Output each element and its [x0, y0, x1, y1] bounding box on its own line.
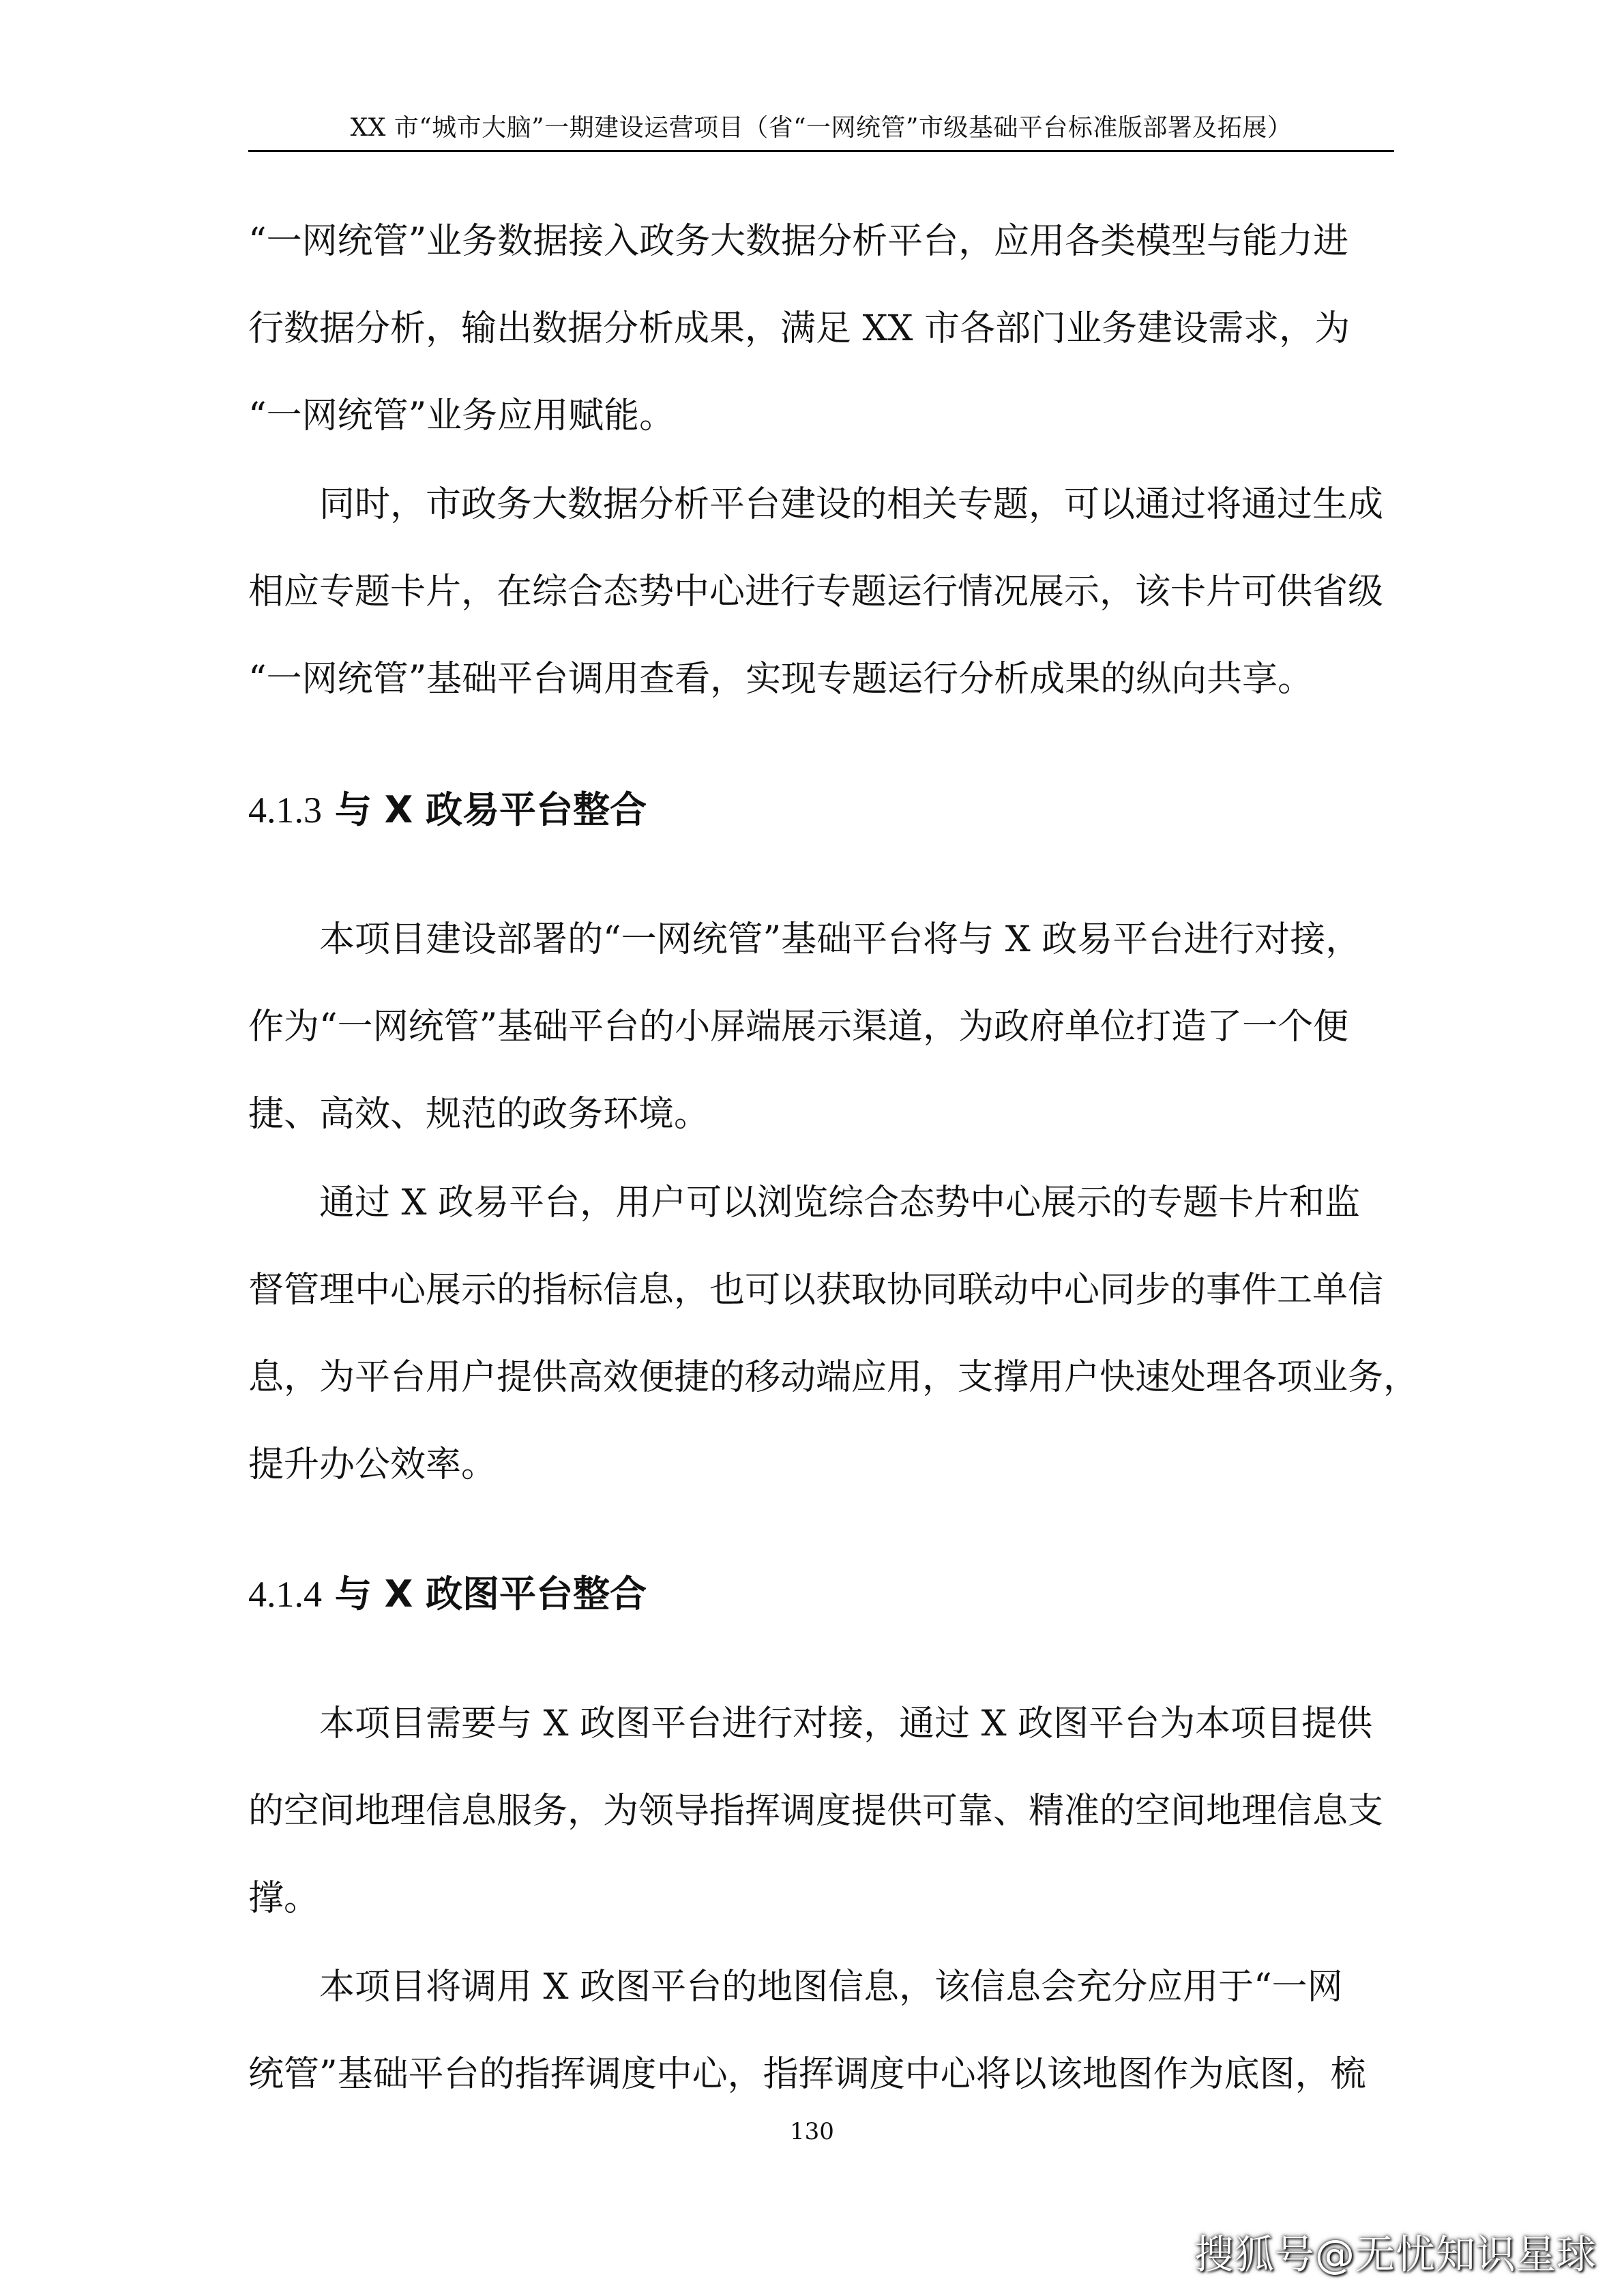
section-number: 4.1.4 [248, 1574, 322, 1615]
section-title: 与 X 政图平台整合 [334, 1572, 647, 1615]
watermark: 搜狐号@无忧知识星球 [1194, 2231, 1597, 2278]
text-line: “一网统管”业务应用赋能。 [248, 396, 675, 436]
text-line: 本项目建设部署的“一网统管”基础平台将与 X 政易平台进行对接， [248, 919, 1361, 960]
text-line: 督管理中心展示的指标信息，也可以获取协同联动中心同步的事件工单信 [248, 1270, 1384, 1311]
text-line: 本项目将调用 X 政图平台的地图信息，该信息会充分应用于“一网 [248, 1967, 1343, 2008]
paragraph-4 [248, 1159, 1419, 1508]
text-line: “一网统管”业务数据接入政务大数据分析平台，应用各类模型与能力进 [248, 221, 1349, 262]
text-line: 相应专题卡片，在综合态势中心进行专题运行情况展示，该卡片可供省级 [248, 571, 1384, 612]
text-line: 通过 X 政易平台，用户可以浏览综合态势中心展示的专题卡片和监 [248, 1182, 1361, 1223]
header-divider [248, 150, 1394, 152]
paragraph-1 [248, 198, 1394, 460]
paragraph-5 [248, 1680, 1394, 1942]
page-number: 130 [790, 2118, 834, 2145]
text-line: 行数据分析，输出数据分析成果，满足 XX 市各部门业务建设需求，为 [248, 308, 1350, 349]
text-line: 本项目需要与 X 政图平台进行对接，通过 X 政图平台为本项目提供 [248, 1703, 1373, 1744]
running-header: XX 市“城市大脑”一期建设运营项目（省“一网统管”市级基础平台标准版部署及拓展） [350, 114, 1293, 142]
section-heading-4-1-3 [248, 783, 647, 837]
text-line: 息，为平台用户提供高效便捷的移动端应用，支撑用户快速处理各项业务， [248, 1357, 1419, 1398]
text-line: 的空间地理信息服务，为领导指挥调度提供可靠、精准的空间地理信息支 [248, 1791, 1384, 1832]
paragraph-2 [248, 461, 1394, 723]
section-heading-4-1-4 [248, 1567, 647, 1622]
text-line: 作为“一网统管”基础平台的小屏端展示渠道，为政府单位打造了一个便 [248, 1007, 1349, 1047]
text-line: 捷、高效、规范的政务环境。 [248, 1094, 710, 1135]
paragraph-3 [248, 896, 1394, 1158]
text-line: 统管”基础平台的指挥调度中心，指挥调度中心将以该地图作为底图，梳 [248, 2054, 1366, 2095]
text-line: “一网统管”基础平台调用查看，实现专题运行分析成果的纵向共享。 [248, 659, 1314, 700]
paragraph-6 [248, 1943, 1394, 2118]
section-number: 4.1.3 [248, 790, 322, 831]
text-line: 同时，市政务大数据分析平台建设的相关专题，可以通过将通过生成 [248, 484, 1384, 525]
text-line: 提升办公效率。 [248, 1444, 497, 1485]
section-title: 与 X 政易平台整合 [334, 788, 647, 831]
text-line: 撑。 [248, 1878, 320, 1919]
